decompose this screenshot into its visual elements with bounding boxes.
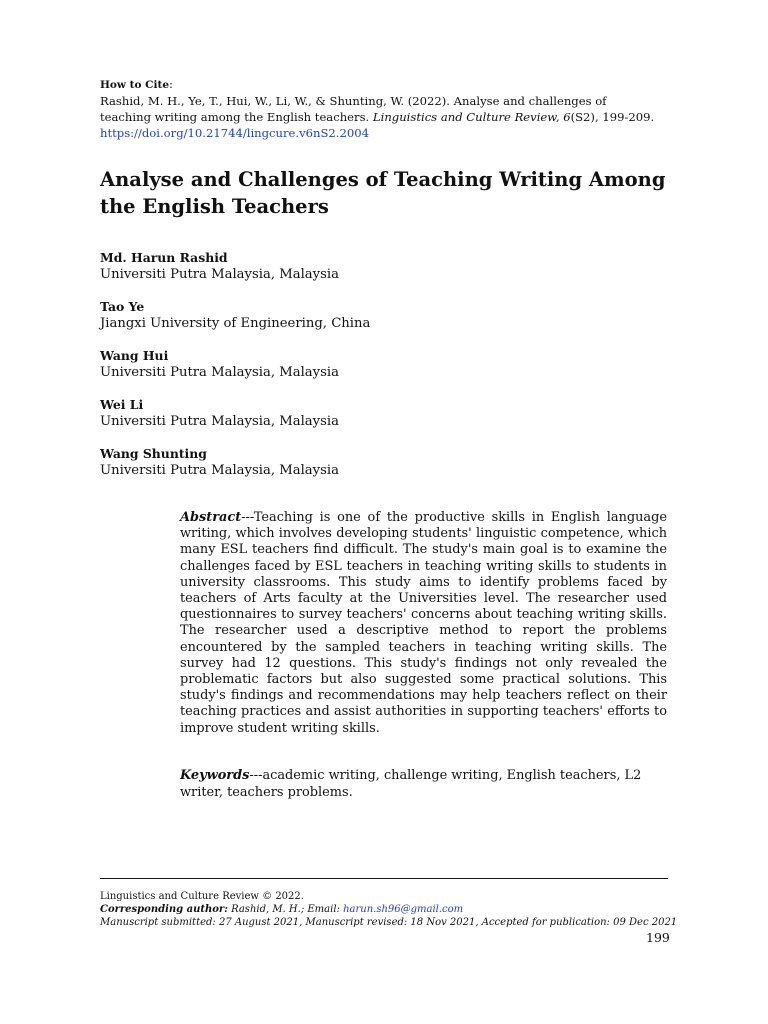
email-link[interactable]: harun.sh96@gmail.com — [343, 904, 464, 915]
abstract-text: ---Teaching is one of the productive skills in English language writing, which involves developing students' linguistic competence, which many ESL teachers find difficult. The study's main goal is to examine the challenges faced by ESL teachers in teaching writing skills to students in university classrooms. This study aims to identify problems faced by teachers of Arts faculty at the Universities level. The researcher used questionnaires to survey teachers' concerns about teaching writing skills. The researcher used a descriptive method to report the problems encountered by the sampled teachers in teaching writing skills. The survey had 12 questions. This study's findings not only revealed the problematic factors but also suggested some practical solutions. This study's findings and recommendations may help teachers reflect on their teaching practices and assist authorities in supporting teachers' efforts to improve student writing skills. — [180, 510, 667, 736]
citation-volume: 6 — [559, 110, 571, 124]
author-entry — [100, 250, 660, 283]
author-affiliation: Universiti Putra Malaysia, Malaysia — [100, 365, 339, 380]
footer-copyright: Linguistics and Culture Review © 2022. — [100, 891, 304, 902]
citation-text — [100, 93, 660, 141]
citation-text-part1: Rashid, M. H., Ye, T., Hui, W., Li, W., & Shunting, W. (2022). Analyse and challenges of teaching writing among the English teachers. — [100, 94, 607, 124]
author-list — [100, 250, 660, 495]
citation-journal: Linguistics and Culture Review, — [372, 110, 560, 124]
author-entry — [100, 397, 660, 430]
author-name: Md. Harun Rashid — [100, 250, 228, 265]
citation-label-line — [100, 76, 660, 93]
footer-divider — [100, 878, 668, 879]
author-affiliation: Universiti Putra Malaysia, Malaysia — [100, 414, 339, 429]
author-entry — [100, 299, 660, 332]
page-number: 199 — [646, 930, 670, 945]
corresponding-label: Corresponding author: — [100, 904, 228, 915]
keywords-label: Keywords — [180, 768, 250, 783]
keywords-text: ---academic writing, challenge writing, English teachers, L2 writer, teachers problems. — [180, 768, 642, 800]
author-affiliation: Jiangxi University of Engineering, China — [100, 316, 371, 331]
author-affiliation: Universiti Putra Malaysia, Malaysia — [100, 267, 339, 282]
citation-label: How to Cite — [100, 79, 170, 91]
author-name: Tao Ye — [100, 299, 145, 314]
author-name: Wang Hui — [100, 348, 169, 363]
manuscript-dates: Manuscript submitted: 27 August 2021, Manuscript revised: 18 Nov 2021, Accepted for publication: 09 Dec 2021 — [100, 917, 678, 928]
author-name: Wei Li — [100, 397, 144, 412]
citation-label-suffix: : — [169, 77, 173, 91]
author-affiliation: Universiti Putra Malaysia, Malaysia — [100, 463, 339, 478]
footer-corresponding — [100, 903, 680, 916]
citation-issue-pages: (S2), 199-209. — [570, 110, 655, 124]
footer — [100, 890, 680, 929]
keywords — [180, 768, 667, 801]
author-name: Wang Shunting — [100, 446, 207, 461]
author-entry — [100, 348, 660, 381]
author-entry — [100, 446, 660, 479]
citation-block — [100, 76, 660, 141]
doi-link[interactable]: https://doi.org/10.21744/lingcure.v6nS2.2004 — [100, 126, 369, 140]
paper-title: Analyse and Challenges of Teaching Writing Among the English Teachers — [100, 168, 666, 218]
abstract — [180, 510, 667, 737]
abstract-label: Abstract — [180, 510, 242, 525]
corresponding-text: Rashid, M. H.; Email: — [227, 904, 344, 915]
